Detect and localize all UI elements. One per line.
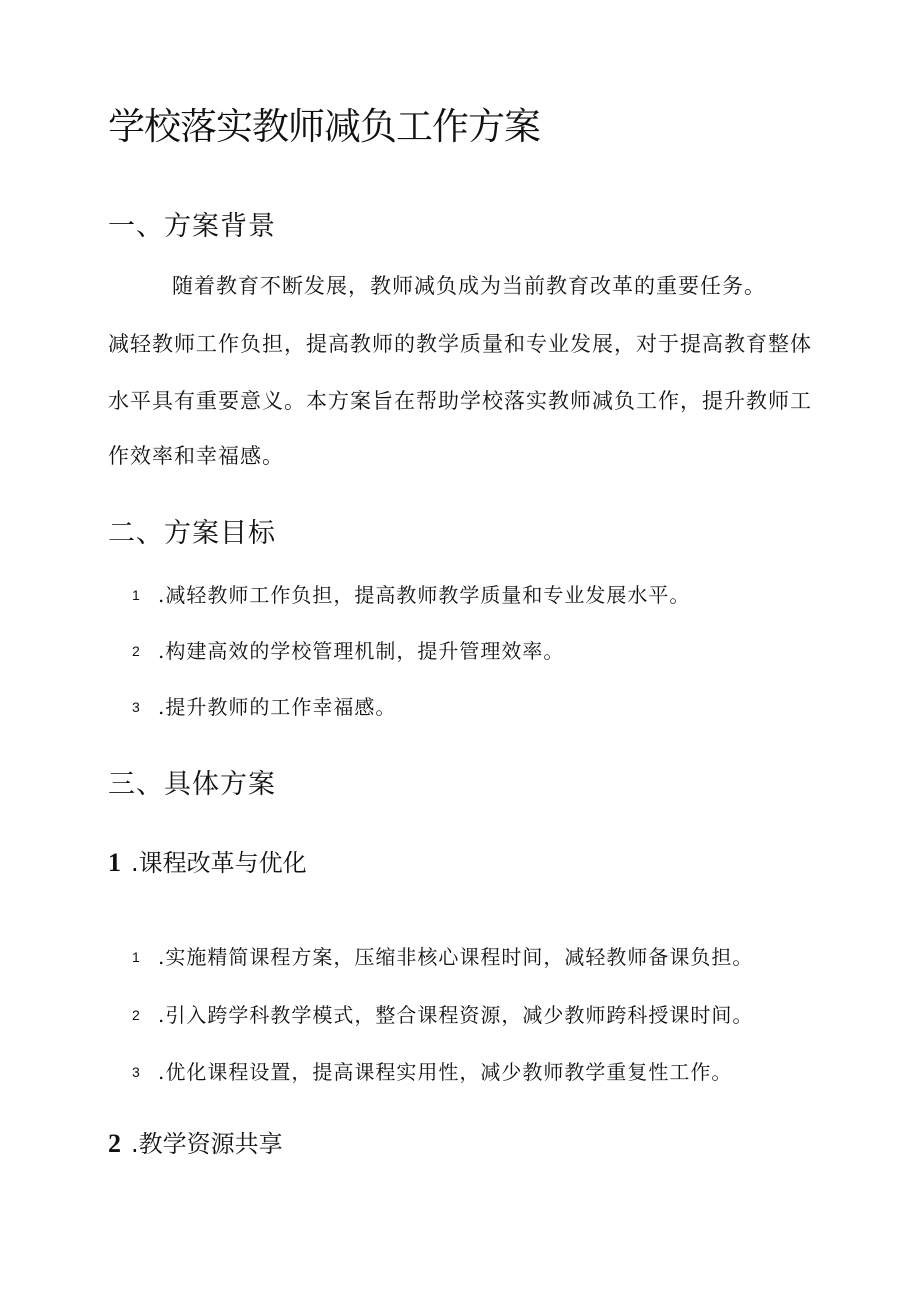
list-item-number: 2	[132, 643, 140, 659]
list-item-number: 3	[132, 1064, 140, 1080]
subsection-number: 1	[108, 848, 121, 877]
list-item-text: .引入跨学科教学模式，整合课程资源，减少教师跨科授课时间。	[158, 1003, 754, 1027]
curriculum-list-item	[132, 1000, 753, 1030]
section-heading-background: 一、方案背景	[108, 211, 276, 242]
goal-list-item	[132, 636, 564, 666]
section-heading-goals: 二、方案目标	[108, 518, 276, 549]
document-title: 学校落实教师减负工作方案	[108, 105, 540, 148]
goal-list-item	[132, 692, 396, 722]
section-heading-plan: 三、具体方案	[108, 769, 276, 800]
subsection-title: .课程改革与优化	[131, 849, 307, 877]
list-item-text: .优化课程设置，提高课程实用性，减少教师教学重复性工作。	[158, 1060, 733, 1084]
background-paragraph-line: 作效率和幸福感。	[108, 444, 284, 468]
list-item-number: 2	[132, 1007, 140, 1023]
curriculum-list-item	[132, 1057, 732, 1087]
background-paragraph-line: 减轻教师工作负担，提高教师的教学质量和专业发展，对于提高教育整体	[108, 332, 812, 356]
list-item-text: .提升教师的工作幸福感。	[158, 695, 397, 719]
subsection-heading-resources	[108, 1126, 283, 1162]
subsection-number: 2	[108, 1129, 121, 1158]
subsection-title: .教学资源共享	[131, 1130, 283, 1158]
list-item-number: 1	[132, 949, 140, 965]
goal-list-item	[132, 580, 690, 610]
list-item-text: .构建高效的学校管理机制，提升管理效率。	[158, 639, 565, 663]
list-item-text: .减轻教师工作负担，提高教师教学质量和专业发展水平。	[158, 583, 691, 607]
subsection-heading-curriculum	[108, 845, 307, 881]
background-paragraph-line: 水平具有重要意义。本方案旨在帮助学校落实教师减负工作，提升教师工	[108, 389, 812, 413]
background-paragraph-line: 随着教育不断发展，教师减负成为当前教育改革的重要任务。	[172, 274, 766, 298]
curriculum-list-item	[132, 942, 753, 972]
list-item-number: 3	[132, 699, 140, 715]
list-item-text: .实施精简课程方案，压缩非核心课程时间，减轻教师备课负担。	[158, 945, 754, 969]
list-item-number: 1	[132, 587, 140, 603]
